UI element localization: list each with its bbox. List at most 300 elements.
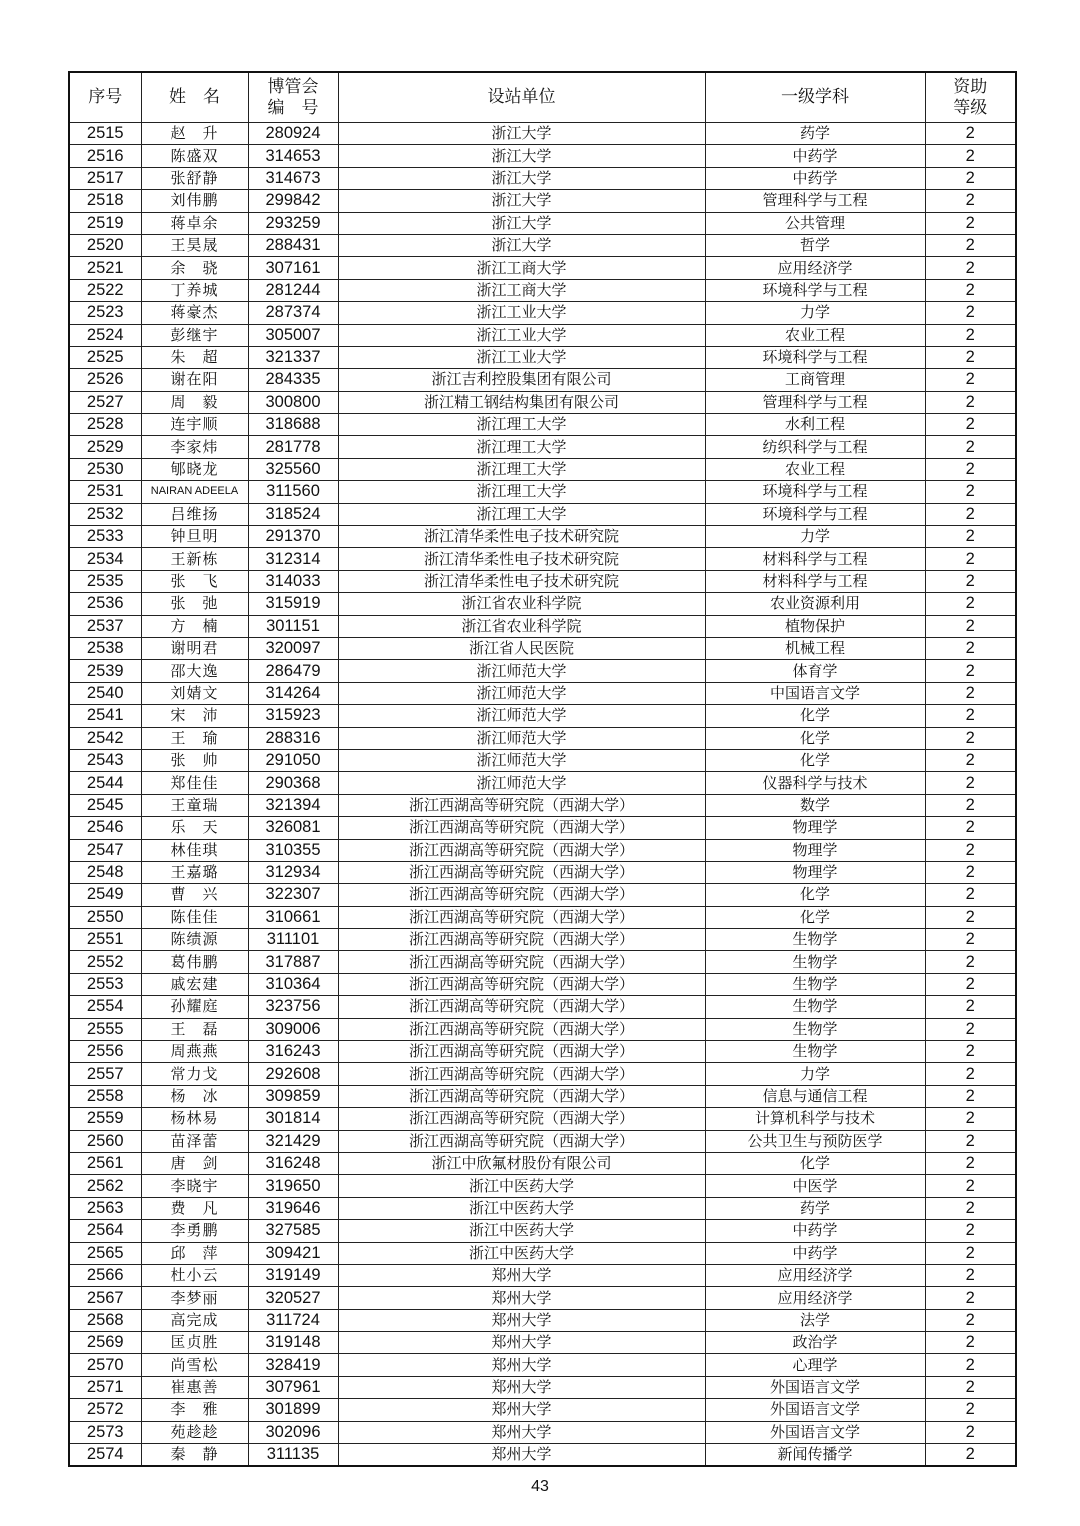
cell-name: 王 瑜 bbox=[141, 727, 248, 749]
cell-seq: 2572 bbox=[69, 1399, 141, 1421]
cell-name: 吕维扬 bbox=[141, 503, 248, 525]
cell-seq: 2534 bbox=[69, 548, 141, 570]
cell-seq: 2517 bbox=[69, 167, 141, 189]
cell-name: 曹 兴 bbox=[141, 884, 248, 906]
cell-pid: 307161 bbox=[248, 257, 338, 279]
cell-unit: 浙江大学 bbox=[338, 234, 705, 256]
cell-seq: 2528 bbox=[69, 414, 141, 436]
table-row bbox=[69, 1242, 1016, 1264]
cell-unit: 浙江清华柔性电子技术研究院 bbox=[338, 570, 705, 592]
cell-unit: 浙江清华柔性电子技术研究院 bbox=[338, 548, 705, 570]
cell-seq: 2554 bbox=[69, 996, 141, 1018]
cell-level: 2 bbox=[925, 279, 1016, 301]
cell-seq: 2521 bbox=[69, 257, 141, 279]
table-row bbox=[69, 436, 1016, 458]
cell-discipline: 化学 bbox=[705, 906, 925, 928]
cell-unit: 浙江西湖高等研究院（西湖大学） bbox=[338, 1018, 705, 1040]
cell-discipline: 环境科学与工程 bbox=[705, 346, 925, 368]
cell-name: 蒋豪杰 bbox=[141, 302, 248, 324]
table-row bbox=[69, 1085, 1016, 1107]
cell-seq: 2566 bbox=[69, 1264, 141, 1286]
cell-name: 崔惠善 bbox=[141, 1376, 248, 1398]
cell-name: 余 骁 bbox=[141, 257, 248, 279]
cell-discipline: 仪器科学与技术 bbox=[705, 772, 925, 794]
cell-pid: 316248 bbox=[248, 1152, 338, 1174]
postdoc-funding-table bbox=[68, 71, 1017, 1467]
cell-discipline: 水利工程 bbox=[705, 414, 925, 436]
cell-pid: 317887 bbox=[248, 951, 338, 973]
cell-discipline: 农业资源利用 bbox=[705, 593, 925, 615]
cell-seq: 2523 bbox=[69, 302, 141, 324]
table-row bbox=[69, 1287, 1016, 1309]
cell-name: 朱 超 bbox=[141, 346, 248, 368]
cell-pid: 319148 bbox=[248, 1332, 338, 1354]
cell-unit: 浙江中欣氟材股份有限公司 bbox=[338, 1152, 705, 1174]
cell-discipline: 计算机科学与技术 bbox=[705, 1108, 925, 1130]
cell-unit: 浙江中医药大学 bbox=[338, 1220, 705, 1242]
cell-name: 刘婧文 bbox=[141, 682, 248, 704]
table-row bbox=[69, 705, 1016, 727]
cell-pid: 315919 bbox=[248, 593, 338, 615]
cell-discipline: 工商管理 bbox=[705, 369, 925, 391]
cell-unit: 浙江西湖高等研究院（西湖大学） bbox=[338, 794, 705, 816]
cell-pid: 301814 bbox=[248, 1108, 338, 1130]
cell-discipline: 哲学 bbox=[705, 234, 925, 256]
cell-name: 谢明君 bbox=[141, 637, 248, 659]
cell-seq: 2522 bbox=[69, 279, 141, 301]
cell-name: 王昊晟 bbox=[141, 234, 248, 256]
cell-pid: 311724 bbox=[248, 1309, 338, 1331]
cell-pid: 320527 bbox=[248, 1287, 338, 1309]
cell-level: 2 bbox=[925, 951, 1016, 973]
cell-unit: 浙江西湖高等研究院（西湖大学） bbox=[338, 906, 705, 928]
cell-unit: 浙江大学 bbox=[338, 167, 705, 189]
cell-seq: 2533 bbox=[69, 526, 141, 548]
cell-discipline: 纺织科学与工程 bbox=[705, 436, 925, 458]
table-row bbox=[69, 1376, 1016, 1398]
cell-name: 李晓宇 bbox=[141, 1175, 248, 1197]
cell-unit: 浙江中医药大学 bbox=[338, 1175, 705, 1197]
table-row bbox=[69, 458, 1016, 480]
cell-discipline: 生物学 bbox=[705, 951, 925, 973]
cell-discipline: 药学 bbox=[705, 1197, 925, 1219]
cell-discipline: 应用经济学 bbox=[705, 1287, 925, 1309]
cell-discipline: 中药学 bbox=[705, 1242, 925, 1264]
cell-seq: 2567 bbox=[69, 1287, 141, 1309]
cell-pid: 318688 bbox=[248, 414, 338, 436]
cell-name: 杜小云 bbox=[141, 1264, 248, 1286]
cell-unit: 浙江理工大学 bbox=[338, 414, 705, 436]
cell-name: NAIRAN ADEELA bbox=[141, 481, 248, 503]
table-row bbox=[69, 279, 1016, 301]
cell-seq: 2524 bbox=[69, 324, 141, 346]
cell-name: 周 毅 bbox=[141, 391, 248, 413]
table-row bbox=[69, 1063, 1016, 1085]
cell-pid: 309859 bbox=[248, 1085, 338, 1107]
cell-level: 2 bbox=[925, 1175, 1016, 1197]
table-row bbox=[69, 727, 1016, 749]
cell-discipline: 材料科学与工程 bbox=[705, 548, 925, 570]
cell-discipline: 化学 bbox=[705, 705, 925, 727]
table-row bbox=[69, 526, 1016, 548]
cell-name: 李勇鹏 bbox=[141, 1220, 248, 1242]
cell-seq: 2518 bbox=[69, 190, 141, 212]
cell-pid: 322307 bbox=[248, 884, 338, 906]
cell-seq: 2560 bbox=[69, 1130, 141, 1152]
cell-name: 常力戈 bbox=[141, 1063, 248, 1085]
cell-pid: 314264 bbox=[248, 682, 338, 704]
cell-pid: 309421 bbox=[248, 1242, 338, 1264]
cell-discipline: 力学 bbox=[705, 1063, 925, 1085]
cell-unit: 郑州大学 bbox=[338, 1399, 705, 1421]
cell-level: 2 bbox=[925, 1063, 1016, 1085]
cell-name: 乐 天 bbox=[141, 817, 248, 839]
cell-unit: 浙江吉利控股集团有限公司 bbox=[338, 369, 705, 391]
cell-seq: 2549 bbox=[69, 884, 141, 906]
table-row bbox=[69, 324, 1016, 346]
cell-level: 2 bbox=[925, 123, 1016, 145]
header-discipline: 一级学科 bbox=[705, 72, 925, 123]
cell-seq: 2537 bbox=[69, 615, 141, 637]
table-row bbox=[69, 548, 1016, 570]
cell-name: 邵大逸 bbox=[141, 660, 248, 682]
page-number: 43 bbox=[531, 1478, 549, 1495]
cell-unit: 郑州大学 bbox=[338, 1309, 705, 1331]
cell-unit: 浙江工商大学 bbox=[338, 257, 705, 279]
cell-seq: 2529 bbox=[69, 436, 141, 458]
cell-unit: 浙江精工钢结构集团有限公司 bbox=[338, 391, 705, 413]
cell-name: 陈佳佳 bbox=[141, 906, 248, 928]
table-row bbox=[69, 1444, 1016, 1467]
cell-level: 2 bbox=[925, 414, 1016, 436]
header-name: 姓 名 bbox=[141, 72, 248, 123]
cell-seq: 2541 bbox=[69, 705, 141, 727]
table-row bbox=[69, 884, 1016, 906]
cell-pid: 320097 bbox=[248, 637, 338, 659]
cell-level: 2 bbox=[925, 1041, 1016, 1063]
cell-discipline: 力学 bbox=[705, 526, 925, 548]
cell-pid: 311560 bbox=[248, 481, 338, 503]
cell-discipline: 环境科学与工程 bbox=[705, 481, 925, 503]
cell-discipline: 生物学 bbox=[705, 929, 925, 951]
cell-name: 高完成 bbox=[141, 1309, 248, 1331]
cell-level: 2 bbox=[925, 1287, 1016, 1309]
cell-name: 陈盛双 bbox=[141, 145, 248, 167]
header-pid bbox=[248, 72, 338, 123]
cell-unit: 浙江工业大学 bbox=[338, 324, 705, 346]
cell-pid: 312934 bbox=[248, 861, 338, 883]
table-row bbox=[69, 839, 1016, 861]
cell-name: 赵 升 bbox=[141, 123, 248, 145]
cell-pid: 318524 bbox=[248, 503, 338, 525]
cell-discipline: 中药学 bbox=[705, 167, 925, 189]
cell-seq: 2535 bbox=[69, 570, 141, 592]
cell-unit: 浙江师范大学 bbox=[338, 705, 705, 727]
cell-pid: 319646 bbox=[248, 1197, 338, 1219]
cell-name: 杨林易 bbox=[141, 1108, 248, 1130]
table-row bbox=[69, 682, 1016, 704]
cell-discipline: 化学 bbox=[705, 727, 925, 749]
cell-pid: 280924 bbox=[248, 123, 338, 145]
cell-level: 2 bbox=[925, 145, 1016, 167]
table-row bbox=[69, 145, 1016, 167]
cell-unit: 郑州大学 bbox=[338, 1421, 705, 1443]
cell-level: 2 bbox=[925, 1376, 1016, 1398]
header-level bbox=[925, 72, 1016, 123]
cell-seq: 2519 bbox=[69, 212, 141, 234]
table-row bbox=[69, 1175, 1016, 1197]
table-row bbox=[69, 973, 1016, 995]
cell-name: 苑趁趁 bbox=[141, 1421, 248, 1443]
cell-pid: 293259 bbox=[248, 212, 338, 234]
table-row bbox=[69, 906, 1016, 928]
cell-pid: 309006 bbox=[248, 1018, 338, 1040]
cell-discipline: 生物学 bbox=[705, 996, 925, 1018]
cell-unit: 浙江省人民医院 bbox=[338, 637, 705, 659]
header-pid-line2: 编 号 bbox=[267, 97, 319, 118]
cell-level: 2 bbox=[925, 302, 1016, 324]
cell-seq: 2573 bbox=[69, 1421, 141, 1443]
cell-discipline: 化学 bbox=[705, 884, 925, 906]
cell-level: 2 bbox=[925, 1197, 1016, 1219]
cell-pid: 307961 bbox=[248, 1376, 338, 1398]
cell-pid: 323756 bbox=[248, 996, 338, 1018]
cell-unit: 浙江理工大学 bbox=[338, 503, 705, 525]
cell-level: 2 bbox=[925, 548, 1016, 570]
cell-pid: 305007 bbox=[248, 324, 338, 346]
cell-level: 2 bbox=[925, 593, 1016, 615]
cell-unit: 浙江西湖高等研究院（西湖大学） bbox=[338, 861, 705, 883]
cell-name: 王新栋 bbox=[141, 548, 248, 570]
cell-level: 2 bbox=[925, 324, 1016, 346]
table-row bbox=[69, 123, 1016, 145]
cell-name: 李家炜 bbox=[141, 436, 248, 458]
header-pid-line1: 博管会 bbox=[267, 76, 319, 97]
cell-pid: 316243 bbox=[248, 1041, 338, 1063]
cell-level: 2 bbox=[925, 973, 1016, 995]
cell-unit: 浙江中医药大学 bbox=[338, 1242, 705, 1264]
cell-pid: 288316 bbox=[248, 727, 338, 749]
cell-discipline: 化学 bbox=[705, 1152, 925, 1174]
cell-pid: 290368 bbox=[248, 772, 338, 794]
cell-name: 宋 沛 bbox=[141, 705, 248, 727]
table-row bbox=[69, 660, 1016, 682]
cell-name: 费 凡 bbox=[141, 1197, 248, 1219]
cell-seq: 2553 bbox=[69, 973, 141, 995]
cell-pid: 327585 bbox=[248, 1220, 338, 1242]
cell-level: 2 bbox=[925, 682, 1016, 704]
cell-pid: 321394 bbox=[248, 794, 338, 816]
cell-pid: 284335 bbox=[248, 369, 338, 391]
cell-pid: 300800 bbox=[248, 391, 338, 413]
cell-level: 2 bbox=[925, 1220, 1016, 1242]
cell-pid: 286479 bbox=[248, 660, 338, 682]
cell-discipline: 外国语言文学 bbox=[705, 1376, 925, 1398]
cell-discipline: 植物保护 bbox=[705, 615, 925, 637]
cell-seq: 2530 bbox=[69, 458, 141, 480]
cell-level: 2 bbox=[925, 436, 1016, 458]
cell-name: 方 楠 bbox=[141, 615, 248, 637]
cell-discipline: 环境科学与工程 bbox=[705, 279, 925, 301]
cell-pid: 310661 bbox=[248, 906, 338, 928]
cell-unit: 浙江大学 bbox=[338, 145, 705, 167]
cell-seq: 2550 bbox=[69, 906, 141, 928]
cell-level: 2 bbox=[925, 839, 1016, 861]
cell-name: 钟旦明 bbox=[141, 526, 248, 548]
cell-pid: 326081 bbox=[248, 817, 338, 839]
cell-pid: 281778 bbox=[248, 436, 338, 458]
cell-name: 王 磊 bbox=[141, 1018, 248, 1040]
cell-unit: 浙江中医药大学 bbox=[338, 1197, 705, 1219]
cell-seq: 2558 bbox=[69, 1085, 141, 1107]
cell-discipline: 物理学 bbox=[705, 839, 925, 861]
cell-level: 2 bbox=[925, 234, 1016, 256]
cell-unit: 浙江西湖高等研究院（西湖大学） bbox=[338, 884, 705, 906]
cell-name: 王嘉璐 bbox=[141, 861, 248, 883]
cell-discipline: 外国语言文学 bbox=[705, 1421, 925, 1443]
table-row bbox=[69, 951, 1016, 973]
cell-seq: 2569 bbox=[69, 1332, 141, 1354]
cell-level: 2 bbox=[925, 167, 1016, 189]
header-level-line1: 资助 bbox=[953, 76, 988, 97]
cell-seq: 2532 bbox=[69, 503, 141, 525]
cell-seq: 2556 bbox=[69, 1041, 141, 1063]
cell-seq: 2538 bbox=[69, 637, 141, 659]
table-row bbox=[69, 1264, 1016, 1286]
cell-discipline: 药学 bbox=[705, 123, 925, 145]
cell-discipline: 数学 bbox=[705, 794, 925, 816]
table-row bbox=[69, 1152, 1016, 1174]
cell-seq: 2555 bbox=[69, 1018, 141, 1040]
cell-unit: 郑州大学 bbox=[338, 1287, 705, 1309]
cell-level: 2 bbox=[925, 772, 1016, 794]
cell-seq: 2563 bbox=[69, 1197, 141, 1219]
table-row bbox=[69, 1108, 1016, 1130]
cell-pid: 301151 bbox=[248, 615, 338, 637]
cell-discipline: 体育学 bbox=[705, 660, 925, 682]
cell-unit: 浙江西湖高等研究院（西湖大学） bbox=[338, 996, 705, 1018]
cell-discipline: 外国语言文学 bbox=[705, 1399, 925, 1421]
cell-level: 2 bbox=[925, 481, 1016, 503]
cell-name: 匡贞胜 bbox=[141, 1332, 248, 1354]
cell-discipline: 化学 bbox=[705, 749, 925, 771]
cell-level: 2 bbox=[925, 1332, 1016, 1354]
table-row bbox=[69, 257, 1016, 279]
cell-level: 2 bbox=[925, 727, 1016, 749]
cell-unit: 浙江师范大学 bbox=[338, 772, 705, 794]
cell-unit: 浙江西湖高等研究院（西湖大学） bbox=[338, 1085, 705, 1107]
cell-unit: 郑州大学 bbox=[338, 1444, 705, 1467]
cell-pid: 299842 bbox=[248, 190, 338, 212]
cell-discipline: 应用经济学 bbox=[705, 1264, 925, 1286]
cell-level: 2 bbox=[925, 391, 1016, 413]
cell-name: 王童瑞 bbox=[141, 794, 248, 816]
cell-seq: 2536 bbox=[69, 593, 141, 615]
table-row bbox=[69, 772, 1016, 794]
cell-unit: 浙江大学 bbox=[338, 212, 705, 234]
cell-seq: 2516 bbox=[69, 145, 141, 167]
cell-unit: 浙江大学 bbox=[338, 190, 705, 212]
cell-level: 2 bbox=[925, 1152, 1016, 1174]
cell-name: 李 雅 bbox=[141, 1399, 248, 1421]
table-row bbox=[69, 996, 1016, 1018]
table-row bbox=[69, 1220, 1016, 1242]
cell-level: 2 bbox=[925, 212, 1016, 234]
cell-seq: 2561 bbox=[69, 1152, 141, 1174]
cell-pid: 310355 bbox=[248, 839, 338, 861]
cell-seq: 2520 bbox=[69, 234, 141, 256]
cell-discipline: 机械工程 bbox=[705, 637, 925, 659]
cell-level: 2 bbox=[925, 1444, 1016, 1467]
cell-discipline: 应用经济学 bbox=[705, 257, 925, 279]
cell-level: 2 bbox=[925, 1242, 1016, 1264]
cell-pid: 291050 bbox=[248, 749, 338, 771]
table-row bbox=[69, 1309, 1016, 1331]
cell-seq: 2531 bbox=[69, 481, 141, 503]
cell-seq: 2568 bbox=[69, 1309, 141, 1331]
cell-pid: 311135 bbox=[248, 1444, 338, 1467]
table-row bbox=[69, 817, 1016, 839]
cell-level: 2 bbox=[925, 660, 1016, 682]
cell-name: 杨 冰 bbox=[141, 1085, 248, 1107]
cell-level: 2 bbox=[925, 346, 1016, 368]
table-row bbox=[69, 1130, 1016, 1152]
table-row bbox=[69, 1018, 1016, 1040]
cell-unit: 郑州大学 bbox=[338, 1376, 705, 1398]
table-row bbox=[69, 794, 1016, 816]
cell-name: 张 飞 bbox=[141, 570, 248, 592]
cell-seq: 2552 bbox=[69, 951, 141, 973]
cell-pid: 281244 bbox=[248, 279, 338, 301]
cell-pid: 319149 bbox=[248, 1264, 338, 1286]
header-seq: 序号 bbox=[69, 72, 141, 123]
cell-discipline: 物理学 bbox=[705, 817, 925, 839]
cell-seq: 2564 bbox=[69, 1220, 141, 1242]
cell-pid: 314033 bbox=[248, 570, 338, 592]
cell-seq: 2545 bbox=[69, 794, 141, 816]
table-row bbox=[69, 1421, 1016, 1443]
table-row bbox=[69, 1354, 1016, 1376]
cell-discipline: 管理科学与工程 bbox=[705, 391, 925, 413]
cell-unit: 浙江省农业科学院 bbox=[338, 615, 705, 637]
cell-seq: 2551 bbox=[69, 929, 141, 951]
cell-unit: 浙江西湖高等研究院（西湖大学） bbox=[338, 929, 705, 951]
cell-name: 陈绩源 bbox=[141, 929, 248, 951]
cell-level: 2 bbox=[925, 1399, 1016, 1421]
table-row bbox=[69, 593, 1016, 615]
cell-level: 2 bbox=[925, 929, 1016, 951]
cell-name: 尚雪松 bbox=[141, 1354, 248, 1376]
cell-level: 2 bbox=[925, 1354, 1016, 1376]
cell-unit: 浙江师范大学 bbox=[338, 749, 705, 771]
cell-seq: 2543 bbox=[69, 749, 141, 771]
cell-discipline: 中药学 bbox=[705, 145, 925, 167]
cell-name: 秦 静 bbox=[141, 1444, 248, 1467]
cell-name: 郑佳佳 bbox=[141, 772, 248, 794]
cell-name: 彭继宇 bbox=[141, 324, 248, 346]
cell-level: 2 bbox=[925, 884, 1016, 906]
cell-level: 2 bbox=[925, 817, 1016, 839]
cell-level: 2 bbox=[925, 705, 1016, 727]
cell-name: 丁养城 bbox=[141, 279, 248, 301]
cell-unit: 郑州大学 bbox=[338, 1264, 705, 1286]
table-row bbox=[69, 749, 1016, 771]
cell-unit: 浙江理工大学 bbox=[338, 458, 705, 480]
cell-pid: 302096 bbox=[248, 1421, 338, 1443]
table-row bbox=[69, 1197, 1016, 1219]
cell-unit: 浙江清华柔性电子技术研究院 bbox=[338, 526, 705, 548]
cell-name: 张 弛 bbox=[141, 593, 248, 615]
